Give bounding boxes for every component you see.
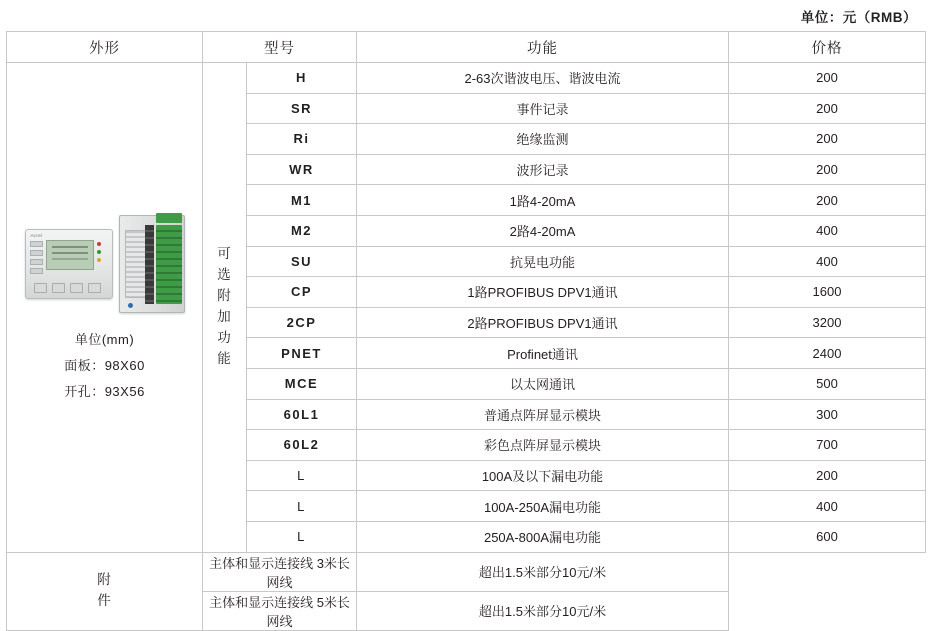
price-value: 200 [729,93,926,124]
group-char-1: 选 [217,267,232,283]
table-body [7,63,926,631]
model-code: 60L1 [247,399,357,430]
price-value: 400 [729,215,926,246]
price-value: 500 [729,368,926,399]
price-value: 400 [729,491,926,522]
device-photo [7,209,202,319]
caption-cutout-size: 开孔：93X56 [64,384,145,400]
column-header-function: 功能 [357,32,729,63]
group-char-3: 加 [217,309,232,325]
model-code: L [247,521,357,552]
function-description: 1路4-20mA [357,185,729,216]
accessory-price: 超出1.5米部分10元/米 [357,552,729,591]
model-code: L [247,460,357,491]
price-value: 200 [729,460,926,491]
model-code: 60L2 [247,430,357,461]
group-char-0: 可 [217,246,232,262]
model-code: MCE [247,368,357,399]
controller-module-image [119,215,185,313]
model-code: SU [247,246,357,277]
table-header [7,32,926,63]
price-value: 400 [729,246,926,277]
table-row [7,63,926,94]
caption-unit: 单位(mm) [74,332,135,348]
function-description: 抗晃电功能 [357,246,729,277]
function-description: 100A-250A漏电功能 [357,491,729,522]
column-header-outline: 外形 [7,32,203,63]
model-code: L [247,491,357,522]
group-char-5: 能 [217,351,232,367]
model-code: M1 [247,185,357,216]
group-label-accessory [7,552,203,630]
accessory-price: 超出1.5米部分10元/米 [357,591,729,630]
image-captions [7,327,202,405]
price-value: 3200 [729,307,926,338]
meter-lcd-screen [46,240,94,270]
function-description: 以太网通讯 [357,368,729,399]
price-value: 200 [729,63,926,94]
meter-brand-label: Acrel [30,233,43,239]
module-green-terminal-top [156,213,182,223]
function-description: 彩色点阵屏显示模块 [357,430,729,461]
model-code: WR [247,154,357,185]
price-value: 200 [729,154,926,185]
meter-led-indicators [97,242,108,266]
accessory-char-0: 附 [97,572,112,588]
meter-keypad [34,283,101,293]
module-indicator-dot [128,303,133,308]
group-char-2: 附 [217,288,232,304]
function-description: 2-63次谐波电压、谐波电流 [357,63,729,94]
function-description: 100A及以下漏电功能 [357,460,729,491]
column-header-model: 型号 [203,32,357,63]
function-description: 250A-800A漏电功能 [357,521,729,552]
model-code: CP [247,277,357,308]
table-row [7,552,926,591]
function-description: 普通点阵屏显示模块 [357,399,729,430]
function-description: 1路PROFIBUS DPV1通讯 [357,277,729,308]
module-green-terminal [156,225,182,304]
accessory-description: 主体和显示连接线 3米长网线 [203,552,357,591]
panel-meter-image [25,229,113,299]
model-code: SR [247,93,357,124]
model-code: PNET [247,338,357,369]
model-code: Ri [247,124,357,155]
price-value: 200 [729,124,926,155]
function-description: 2路4-20mA [357,215,729,246]
group-char-4: 功 [217,330,232,346]
price-value: 2400 [729,338,926,369]
function-description: Profinet通讯 [357,338,729,369]
accessory-description: 主体和显示连接线 5米长网线 [203,591,357,630]
model-code: H [247,63,357,94]
price-value: 700 [729,430,926,461]
column-header-price: 价格 [729,32,926,63]
meter-side-buttons [30,241,42,267]
function-description: 事件记录 [357,93,729,124]
price-value: 300 [729,399,926,430]
function-description: 2路PROFIBUS DPV1通讯 [357,307,729,338]
accessory-char-1: 件 [97,593,112,608]
module-black-terminal [145,225,154,304]
price-value: 200 [729,185,926,216]
function-description: 绝缘监测 [357,124,729,155]
price-value: 600 [729,521,926,552]
function-description: 波形记录 [357,154,729,185]
model-code: 2CP [247,307,357,338]
price-value: 1600 [729,277,926,308]
caption-panel-size: 面板：98X60 [64,358,145,374]
product-image-cell [7,63,203,553]
unit-note: 单位：元（RMB） [800,10,917,25]
pricing-table [6,31,926,631]
header-row [7,32,926,63]
group-label-optional [203,63,247,553]
model-code: M2 [247,215,357,246]
module-vents [125,230,147,298]
